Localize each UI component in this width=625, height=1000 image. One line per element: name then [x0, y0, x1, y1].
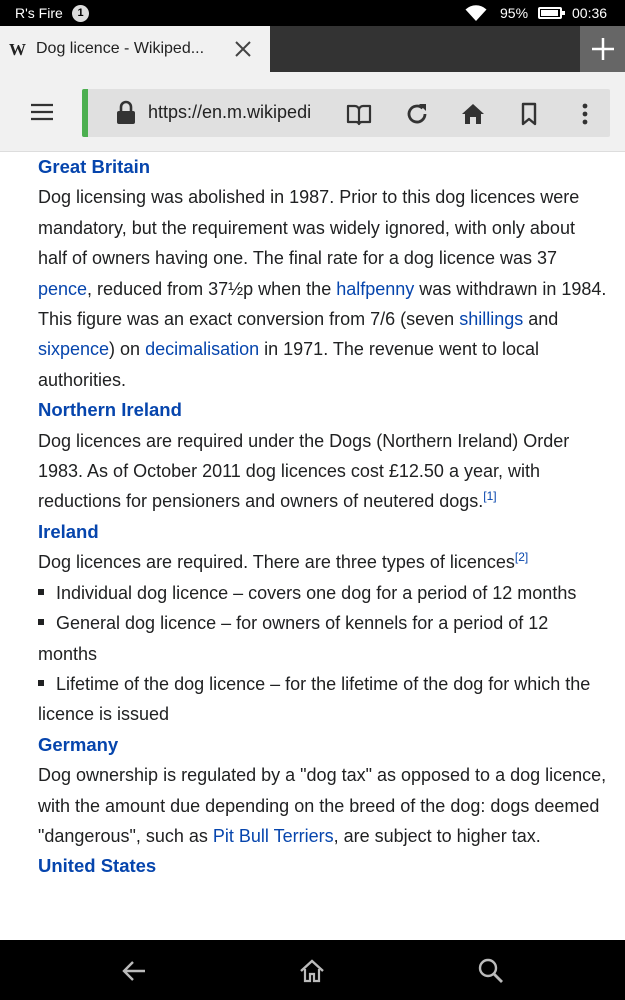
battery-percent: 95% [500, 5, 529, 21]
article-body [38, 152, 608, 882]
text-run: Dog licensing was abolished in 1987. Prior to this dog licences were mandatory, but the requirement was widely ignored, with only about half of owners having one. The final rate for a dog licence was 37 [38, 187, 580, 269]
wikipedia-favicon: W [9, 40, 26, 59]
status-bar [0, 0, 625, 26]
text-run: in 1971. The revenue went to local authorities. [38, 339, 539, 390]
list-item-text: Individual dog licence – covers one dog for a period of 12 months [56, 582, 577, 603]
home-icon[interactable] [460, 101, 486, 127]
text-run: ) on [109, 339, 146, 360]
list-item-text: Lifetime of the dog licence – for the lifetime of the dog for which the licence is issued [38, 673, 591, 725]
section-heading-united-states[interactable]: United States [38, 855, 157, 877]
paragraph-great-britain [38, 182, 608, 395]
section-heading-germany[interactable]: Germany [38, 733, 119, 755]
battery-icon [538, 7, 562, 19]
overflow-menu-icon[interactable] [572, 101, 598, 127]
browser-tab[interactable] [0, 26, 270, 72]
paragraph-northern-ireland [38, 426, 608, 517]
list-item-text: General dog licence – for owners of kennels for a period of 12 months [38, 613, 549, 664]
link-halfpenny[interactable]: halfpenny [336, 278, 415, 299]
tab-title: Dog licence - Wikiped... [36, 40, 205, 57]
link-decimalisation[interactable]: decimalisation [145, 339, 260, 360]
link-shillings[interactable]: shillings [459, 309, 524, 330]
app-name: R's Fire [15, 5, 63, 21]
bullet-icon [38, 589, 44, 595]
bookmark-icon[interactable] [516, 101, 542, 127]
url-text[interactable] [148, 102, 324, 123]
text-run: , reduced from 37½p when the [87, 278, 337, 299]
clock: 00:36 [572, 5, 608, 21]
url-scheme: https:// [148, 102, 203, 122]
plus-icon [590, 36, 616, 62]
link-pit-bull-terriers[interactable]: Pit Bull Terriers [212, 825, 334, 846]
reading-view-icon[interactable] [346, 101, 372, 127]
list-item [38, 608, 608, 669]
new-tab-button[interactable] [580, 26, 625, 72]
reference-2[interactable]: [2] [514, 550, 529, 565]
section-heading-ireland[interactable]: Ireland [38, 520, 99, 542]
close-icon[interactable] [232, 38, 254, 60]
hamburger-menu-icon[interactable] [30, 102, 54, 122]
notification-badge: 1 [72, 5, 89, 22]
back-arrow-icon[interactable] [120, 957, 148, 985]
section-heading-northern-ireland[interactable]: Northern Ireland [38, 399, 182, 421]
tab-strip [0, 26, 625, 72]
licence-types-list [38, 578, 608, 730]
search-icon[interactable] [477, 957, 505, 985]
text-run: Dog ownership is regulated by a "dog tax" as opposed to a dog licence, with the amount due depending on the breed of the dog: dogs deemed "dangerous", such as [38, 765, 607, 846]
battery-fill [541, 10, 558, 16]
link-sixpence[interactable]: sixpence [38, 339, 110, 360]
paragraph-germany [38, 760, 608, 851]
text-run: was withdrawn in 1984. This figure was an exact conversion from 7/6 (seven [38, 278, 607, 330]
lock-icon [114, 100, 138, 126]
link-pence[interactable]: pence [38, 278, 88, 299]
list-item [38, 578, 608, 608]
wifi-icon [465, 4, 487, 22]
address-bar[interactable] [82, 89, 610, 137]
bullet-icon [38, 619, 44, 625]
text-run: and [523, 309, 559, 330]
reference-1[interactable]: [1] [483, 489, 497, 504]
text-run: Dog licences are required under the Dogs (Northern Ireland) Order 1983. As of October 2011 dog licences cost £12.50 a year, with reductions for pensioners and owners of neutered dogs. [38, 430, 570, 512]
bullet-icon [38, 680, 44, 686]
url-host: en.m.wikipedi [202, 102, 312, 122]
page-content[interactable] [0, 152, 625, 940]
section-heading-great-britain[interactable]: Great Britain [38, 156, 151, 177]
browser-toolbar [0, 72, 625, 152]
list-item [38, 669, 608, 730]
home-icon[interactable] [298, 957, 326, 985]
system-nav-bar [0, 940, 625, 1000]
paragraph-ireland [38, 547, 608, 577]
reload-icon[interactable] [404, 101, 430, 127]
text-run: , are subject to higher tax. [333, 825, 541, 846]
text-run: Dog licences are required. There are three types of licences [38, 552, 515, 573]
